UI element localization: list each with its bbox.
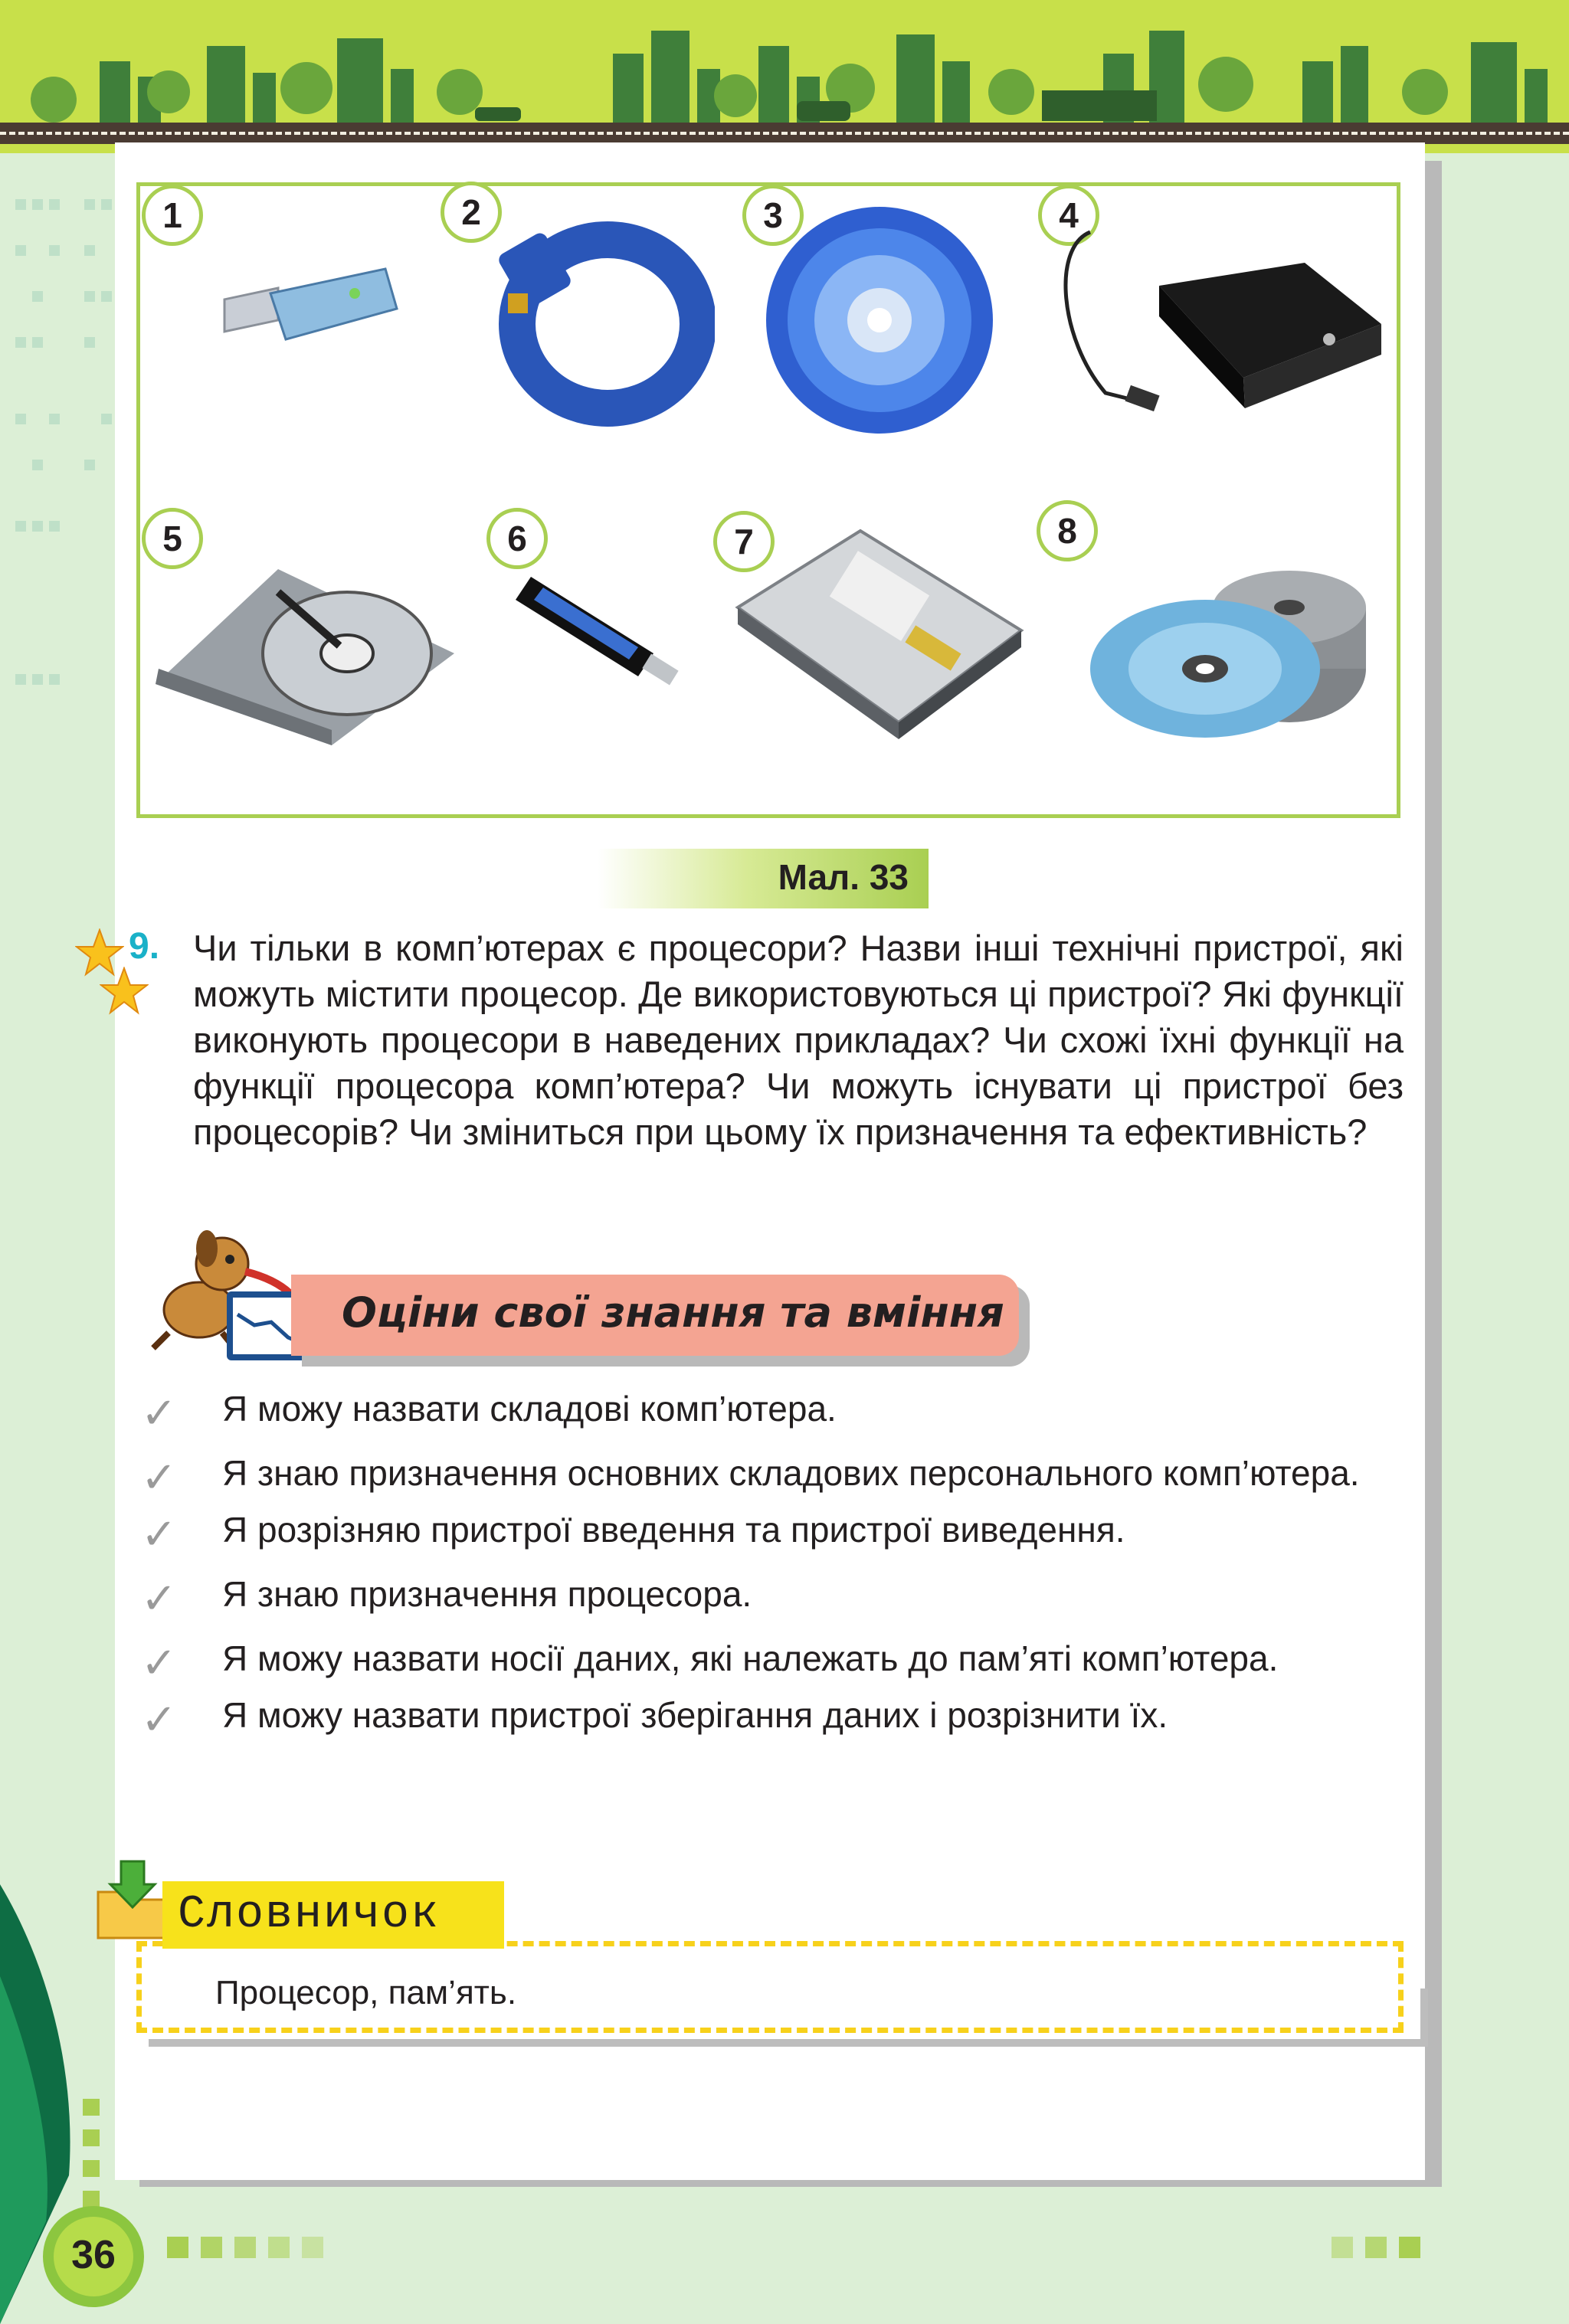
figure-number-6: 6 [486, 508, 548, 569]
figure-storage-devices [136, 182, 1400, 818]
checklist-item: ✓ Я знаю призначення процесора. [141, 1574, 752, 1624]
figure-number-8: 8 [1037, 500, 1098, 561]
checkmark-icon: ✓ [141, 1638, 177, 1688]
open-hard-disk-icon [148, 538, 470, 745]
checkmark-icon: ✓ [141, 1453, 177, 1503]
star-icon [100, 967, 149, 1016]
vocabulary-tab [162, 1881, 504, 1949]
checkmark-icon: ✓ [141, 1389, 177, 1439]
figure-number-3: 3 [742, 185, 804, 246]
page-number: 36 [71, 2233, 116, 2277]
header-banner [0, 0, 1569, 153]
checklist-item: ✓ Я розрізняю пристрої введення та пристрої виведення. [141, 1510, 1125, 1560]
vocabulary-title: Словничок [178, 1889, 441, 1941]
internal-hard-drive-icon [722, 516, 1029, 745]
checkmark-icon: ✓ [141, 1510, 177, 1560]
task-number: 9. [129, 926, 160, 967]
vocabulary-text: Процесор, пам’ять. [215, 1974, 517, 2011]
task-text: Чи тільки в комп’ютерах є процесори? Назви інші технічні пристрої, які можуть містити процесор. Де використовуються ці пристрої? Які функції виконують процесори в наведених прикладах? Чи схожі їхні функції на функції процесора комп’ютера? Чи можуть існувати ці пристрої без процесорів? Чи зміниться при цьому їх призначення та ефективність? [193, 928, 1404, 1152]
left-decoration [0, 153, 130, 2324]
checklist-item: ✓ Я можу назвати носії даних, які належать до пам’яті комп’ютера. [141, 1638, 1279, 1688]
figure-number-7: 7 [713, 511, 775, 572]
checklist-item: ✓ Я можу назвати складові комп’ютера. [141, 1389, 837, 1439]
usb-flash-drive-icon [217, 263, 401, 362]
compact-usb-drive-icon [508, 569, 684, 699]
checklist-item: ✓ Я знаю призначення основних складових персонального комп’ютера. [141, 1453, 1360, 1503]
checklist-item: ✓ Я можу назвати пристрої зберігання даних і розрізнити їх. [141, 1695, 1168, 1745]
assessment-checklist [138, 1385, 1394, 1745]
figure-caption-text: Мал. 33 [778, 857, 909, 897]
optical-disc-icon [761, 201, 998, 439]
checkmark-icon: ✓ [141, 1574, 177, 1624]
external-hard-drive-icon [1044, 217, 1397, 439]
figure-number-2: 2 [441, 182, 502, 243]
page-number-badge [40, 2203, 147, 2310]
checkmark-icon: ✓ [141, 1695, 177, 1745]
assessment-title: Оціни свої знання та вміння [342, 1288, 1004, 1337]
usb-bracelet-icon [485, 209, 715, 431]
figure-number-4: 4 [1038, 185, 1099, 246]
vocabulary-box [136, 1941, 1404, 2033]
figure-caption [598, 849, 929, 908]
figure-number-1: 1 [142, 185, 203, 246]
figure-number-5: 5 [142, 508, 203, 569]
disc-spindle-icon [1083, 561, 1374, 745]
